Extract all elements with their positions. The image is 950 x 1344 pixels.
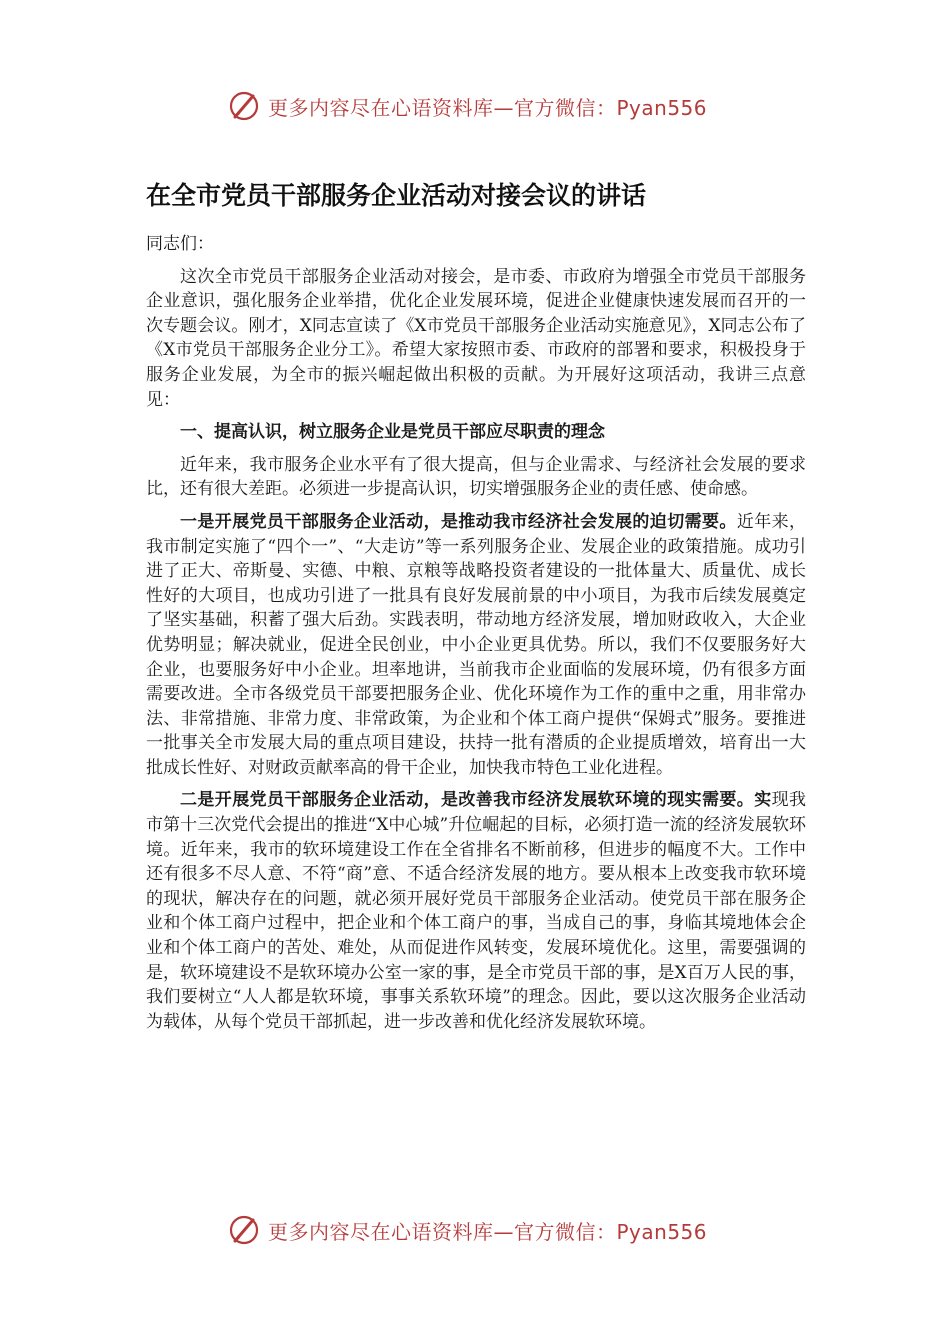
point-paragraph-2 [146, 788, 806, 1034]
point-body-2: 现我市第十三次党代会提出的推进“X中心城”升位崛起的目标，必须打造一流的经济发展软环境。近年来，我市的软环境建设工作在全省排名不断前移，但进步的幅度不大。工作中还有很多不尽人意、不符“商”意、不适合经济发展的地方。要从根本上改变我市软环境的现状，解决存在的问题，就必须开展好党员干部服务企业活动。使党员干部在服务企业和个体工商户过程中，把企业和个体工商户的事，当成自己的事，身临其境地体会企业和个体工商户的苦处、难处，从而促进作风转变，发展环境优化。这里，需要强调的是，软环境建设不是软环境办公室一家的事，是全市党员干部的事，是X百万人民的事，我们要树立“人人都是软环境，事事关系软环境”的理念。因此，要以这次服务企业活动为载体，从每个党员干部抓起，进一步改善和优化经济发展软环境。 [146, 790, 807, 1032]
salutation: 同志们： [146, 234, 214, 254]
banner-text: 更多内容尽在心语资料库—官方微信：Pyan556 [268, 95, 708, 120]
intro-paragraph: 这次全市党员干部服务企业活动对接会，是市委、市政府为增强全市党员干部服务企业意识，强化服务企业举措，优化企业发展环境，促进企业健康快速发展而召开的一次专题会议。刚才，X同志宣读了《X市党员干部服务企业活动实施意见》，X同志公布了《X市党员干部服务企业分工》。希望大家按照市委、市政府的部署和要求，积极投身于服务企业发展，为全市的振兴崛起做出积极的贡献。为开展好这项活动，我讲三点意见： [146, 266, 806, 410]
pen-circle-logo-icon [226, 88, 262, 124]
document-body [146, 232, 806, 1042]
header-banner [226, 86, 707, 126]
banner-text: 更多内容尽在心语资料库—官方微信：Pyan556 [268, 1219, 708, 1244]
section-paragraph-1: 近年来，我市服务企业水平有了很大提高，但与企业需求、与经济社会发展的要求比，还有很大差距。必须进一步提高认识，切实增强服务企业的责任感、使命感。 [146, 454, 806, 500]
point-body-1: 近年来，我市制定实施了“四个一”、“大走访”等一系列服务企业、发展企业的政策措施。成功引进了正大、帝斯曼、实德、中粮、京粮等战略投资者建设的一批体量大、质量优、成长性好的大项目，也成功引进了一批具有良好发展前景的中小项目，为我市后续发展奠定了坚实基础，积蓄了强大后劲。实践表明，带动地方经济发展，增加财政收入，大企业优势明显；解决就业，促进全民创业，中小企业更具优势。所以，我们不仅要服务好大企业，也要服务好中小企业。坦率地讲，当前我市企业面临的发展环境，仍有很多方面需要改进。全市各级党员干部要把服务企业、优化环境作为工作的重中之重，用非常办法、非常措施、非常力度、非常政策，为企业和个体工商户提供“保姆式”服务。要推进一批事关全市发展大局的重点项目建设，扶持一批有潜质的企业提质增效，培育出一大批成长性好、对财政贡献率高的骨干企业，加快我市特色工业化进程。 [146, 511, 807, 778]
document-title: 在全市党员干部服务企业活动对接会议的讲话 [146, 181, 647, 210]
point-lead-1: 一是开展党员干部服务企业活动，是推动我市经济社会发展的迫切需要。 [180, 511, 737, 532]
point-lead-2: 二是开展党员干部服务企业活动，是改善我市经济发展软环境的现实需要。实 [180, 790, 772, 811]
point-paragraph-1 [146, 510, 806, 781]
footer-banner [226, 1210, 707, 1250]
section-heading-1: 一、提高认识，树立服务企业是党员干部应尽职责的理念 [180, 422, 605, 443]
pen-circle-logo-icon [226, 1212, 262, 1248]
